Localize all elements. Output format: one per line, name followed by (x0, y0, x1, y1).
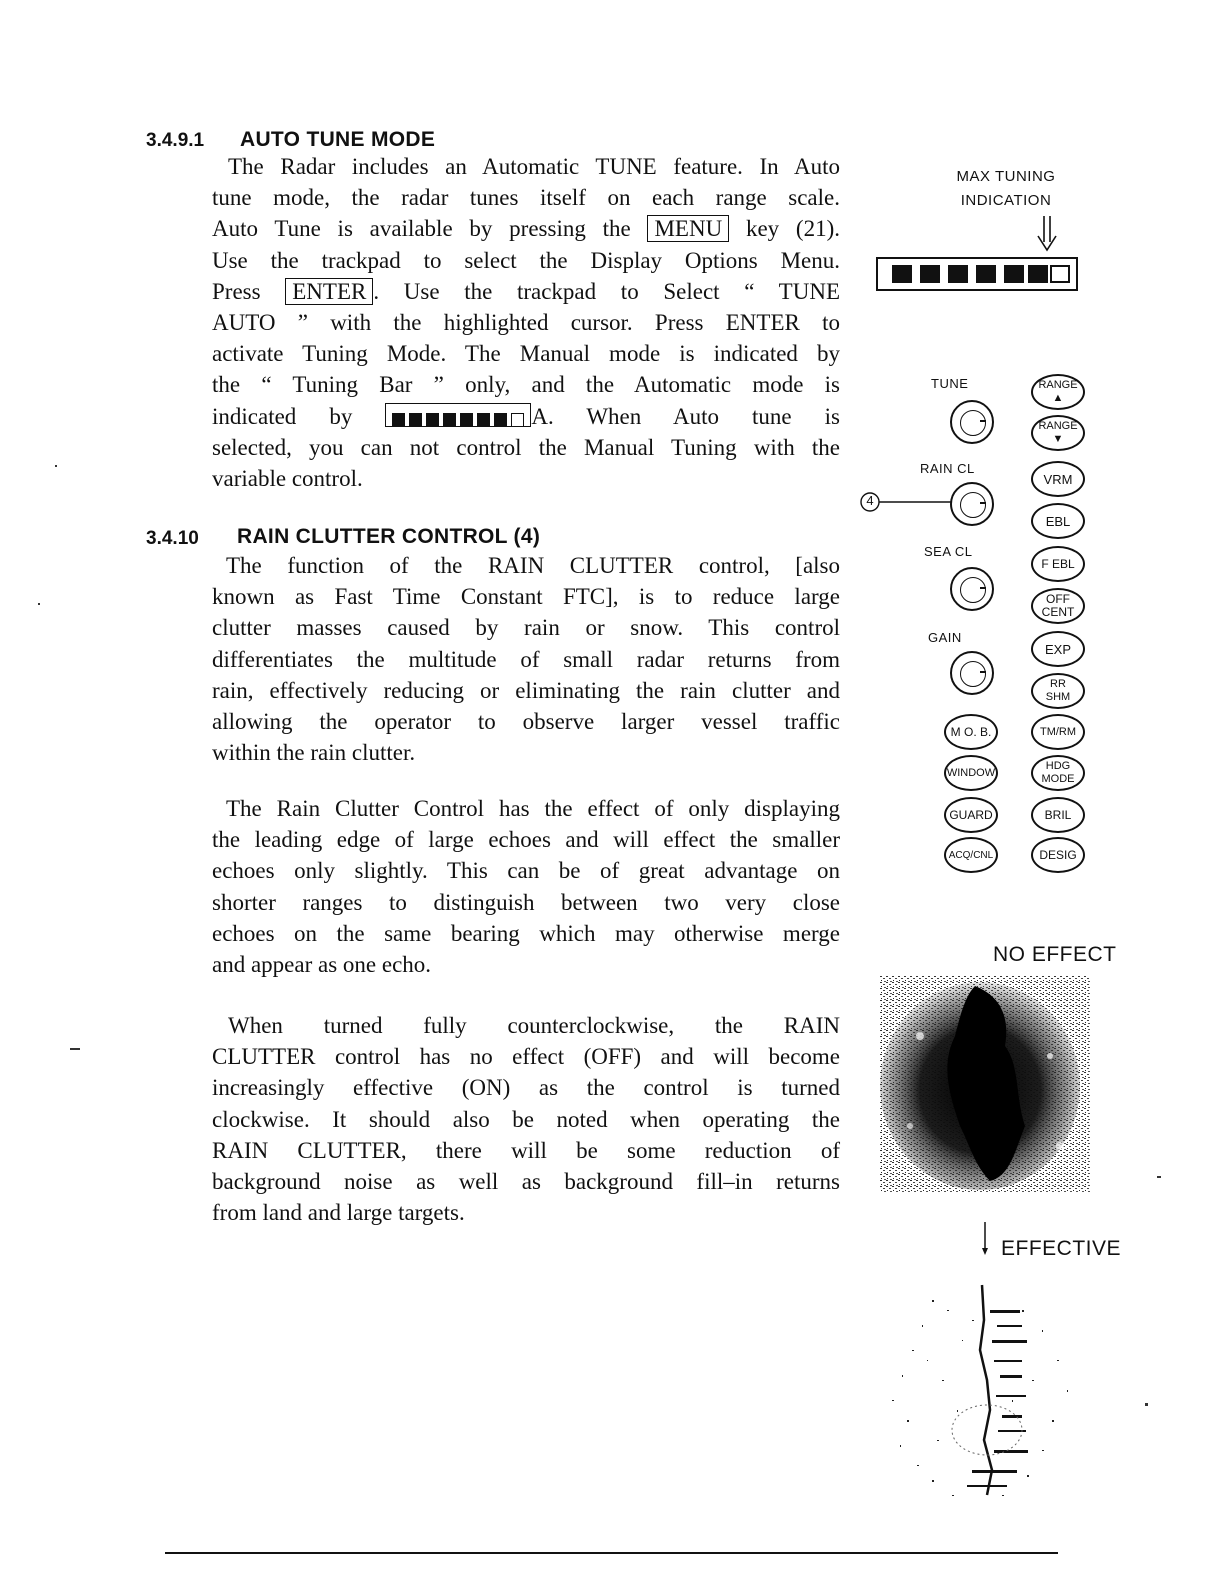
text-line: within the rain clutter. (212, 740, 416, 766)
sea-cl-knob-label: SEA CL (924, 544, 973, 559)
tuning-segment (920, 265, 940, 283)
text-line: The function of the RAIN CLUTTER control, [also (226, 553, 840, 578)
acq-cnl-button[interactable]: ACQ/CNL (944, 837, 998, 873)
rain-clutter-paragraph-3 (212, 1010, 840, 1228)
mob-button[interactable]: M O. B. (944, 714, 998, 750)
tuning-segment (948, 265, 968, 283)
tuning-segment (976, 265, 996, 283)
text-line: clockwise. It should also be noted when operating the (212, 1106, 840, 1132)
rain-clutter-knob[interactable] (950, 482, 994, 526)
scan-speck (1145, 1403, 1148, 1406)
text-line: echoes only slightly. This can be of great advantage on (212, 858, 840, 884)
text-line: tune mode, the radar tunes itself on each range scale. (212, 185, 840, 211)
text-line: selected, you can not control the Manual Tuning with the (212, 434, 840, 460)
rain-cl-knob-label: RAIN CL (920, 461, 975, 476)
text-line: AUTO ” with the highlighted cursor. Press ENTER to (212, 309, 840, 335)
max-tuning-label (945, 165, 1067, 213)
radar-image-effective (872, 1280, 1092, 1510)
auto-tune-bar-icon (385, 403, 531, 427)
max-tuning-label-line: MAX TUNING (956, 168, 1056, 185)
text-line: the “ Tuning Bar ” only, and the Automatic mode is (212, 372, 840, 398)
down-arrow-icon (1036, 216, 1058, 252)
text-fragment: Auto Tune is available by pressing the (212, 216, 648, 242)
range-down-button[interactable]: RANGE ▼ (1031, 415, 1085, 451)
effective-label: EFFECTIVE (1001, 1237, 1122, 1260)
text-line: known as Fast Time Constant FTC], is to reduce large (212, 584, 840, 610)
text-fragment: A. When Auto tune is (531, 403, 840, 429)
text-fragment: Press (212, 278, 286, 304)
text-line: and appear as one echo. (212, 951, 432, 977)
text-line: The Radar includes an Automatic TUNE feature. In Auto (228, 154, 840, 179)
f-ebl-button[interactable]: F EBL (1031, 546, 1085, 582)
text-fragment: key (21). (729, 216, 841, 242)
text-line: background noise as well as background fill–in returns (212, 1168, 840, 1194)
text-line: the leading edge of large echoes and will effect the smaller (212, 827, 840, 853)
text-line: from land and large targets. (212, 1200, 465, 1226)
no-effect-label: NO EFFECT (993, 943, 1117, 966)
bril-button[interactable]: BRIL (1031, 797, 1085, 833)
text-line: increasingly effective (ON) as the control is turned (212, 1075, 840, 1101)
text-line: rain, effectively reducing or eliminating the rain clutter and (212, 677, 840, 703)
rain-clutter-paragraph-1 (212, 550, 840, 768)
section-number-auto-tune: 3.4.9.1 (146, 130, 205, 151)
tuning-segment (892, 265, 912, 283)
gain-knob[interactable] (950, 651, 994, 695)
sea-clutter-knob[interactable] (950, 567, 994, 611)
text-line (212, 276, 840, 307)
text-line: Use the trackpad to select the Display Options Menu. (212, 247, 840, 273)
radar-image-no-effect (880, 976, 1090, 1192)
tuning-segment (1004, 265, 1024, 283)
down-arrow-small-icon (980, 1222, 990, 1256)
footer-rule (165, 1552, 1058, 1554)
scan-speck (55, 465, 57, 467)
text-line: activate Tuning Mode. The Manual mode is indicated by (212, 341, 840, 367)
scan-speck (1157, 1176, 1161, 1178)
text-line: echoes on the same bearing which may otherwise merge (212, 920, 840, 946)
tune-knob-label: TUNE (931, 376, 969, 391)
exp-button[interactable]: EXP (1031, 631, 1085, 667)
window-button[interactable]: WINDOW (944, 755, 998, 791)
range-up-button[interactable]: RANGE ▲ (1031, 374, 1085, 410)
text-line: RAIN CLUTTER, there will be some reduction of (212, 1137, 840, 1163)
scan-speck (38, 603, 40, 605)
max-tuning-label-line: INDICATION (960, 192, 1052, 209)
callout-number: 4 (866, 493, 874, 508)
vrm-button[interactable]: VRM (1031, 461, 1085, 497)
menu-key-label: MENU (647, 215, 729, 242)
off-cent-button[interactable]: OFF CENT (1031, 588, 1085, 624)
rain-clutter-paragraph-2 (212, 793, 840, 980)
text-line: The Rain Clutter Control has the effect of only displaying (226, 796, 840, 821)
text-line: differentiates the multitude of small radar returns from (212, 646, 840, 672)
tuning-segment (1028, 265, 1048, 283)
gain-knob-label: GAIN (928, 630, 962, 645)
text-line: CLUTTER control has no effect (OFF) and will become (212, 1044, 840, 1070)
text-line: allowing the operator to observe larger vessel traffic (212, 708, 840, 734)
text-line: clutter masses caused by rain or snow. This control (212, 615, 840, 641)
text-line: shorter ranges to distinguish between two very close (212, 889, 840, 915)
desig-button[interactable]: DESIG (1031, 837, 1085, 873)
hdg-mode-button[interactable]: HDG MODE (1031, 755, 1085, 791)
section-title-rain-clutter: RAIN CLUTTER CONTROL (4) (237, 525, 541, 548)
text-line: When turned fully counterclockwise, the RAIN (228, 1013, 840, 1038)
text-fragment: indicated by (212, 403, 386, 429)
tuning-segment-empty (1050, 265, 1070, 283)
tm-rm-button[interactable]: TM/RM (1031, 714, 1085, 750)
text-line: variable control. (212, 465, 363, 491)
text-line (212, 213, 840, 244)
auto-tune-paragraph (212, 151, 840, 494)
text-fragment: . Use the trackpad to Select “ TUNE (373, 278, 840, 304)
section-number-rain-clutter: 3.4.10 (146, 528, 199, 549)
section-title-auto-tune: AUTO TUNE MODE (240, 128, 436, 151)
text-line (212, 401, 840, 432)
max-tuning-bar (876, 257, 1078, 291)
ebl-button[interactable]: EBL (1031, 503, 1085, 539)
enter-key-label: ENTER (285, 278, 373, 305)
rr-shm-button[interactable]: RR SHM (1031, 673, 1085, 709)
guard-button[interactable]: GUARD (944, 797, 998, 833)
scan-speck (70, 1048, 80, 1050)
tune-knob[interactable] (950, 400, 994, 444)
